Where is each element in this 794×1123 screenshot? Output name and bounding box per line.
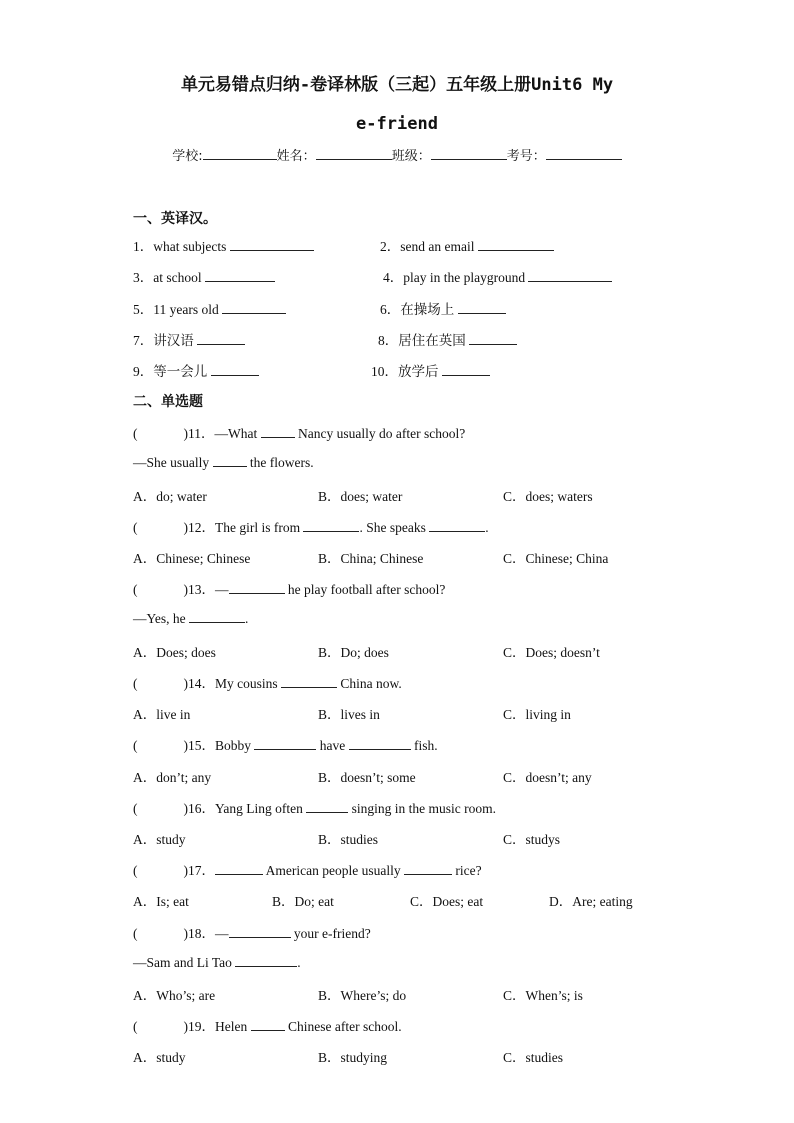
answer-blank[interactable] bbox=[261, 424, 295, 438]
name-label: 姓名： bbox=[276, 149, 316, 164]
q12-option-b[interactable]: B．China; Chinese bbox=[318, 551, 424, 566]
q12-option-a[interactable]: A．Chinese; Chinese bbox=[133, 551, 251, 566]
class-field[interactable] bbox=[431, 146, 507, 160]
q14-option-a[interactable]: A．live in bbox=[133, 707, 191, 722]
item-7: 7．讲汉语 bbox=[133, 329, 245, 349]
item-3: 3．at school bbox=[133, 266, 275, 286]
exam-no-field[interactable] bbox=[546, 146, 622, 160]
item-5: 5．11 years old bbox=[133, 298, 286, 318]
answer-blank[interactable] bbox=[189, 609, 245, 623]
question-18-line2: —Sam and Li Tao . bbox=[133, 955, 301, 970]
q16-option-b[interactable]: B．studies bbox=[318, 832, 379, 847]
answer-blank[interactable] bbox=[281, 674, 337, 688]
item-9: 9．等一会儿 bbox=[133, 360, 259, 380]
page-title: 单元易错点归纳-卷译林版（三起）五年级上册Unit6 My bbox=[180, 75, 614, 95]
section-1-title: 一、英译汉。 bbox=[133, 211, 217, 227]
q16-option-c[interactable]: C．studys bbox=[503, 832, 561, 847]
q18-option-c[interactable]: C．When’s; is bbox=[503, 988, 583, 1003]
answer-blank[interactable] bbox=[478, 237, 554, 251]
answer-blank[interactable] bbox=[235, 953, 297, 967]
page-title-cont: e-friend bbox=[356, 114, 438, 134]
q17-option-a[interactable]: A．Is; eat bbox=[133, 894, 189, 909]
class-label: 班级： bbox=[391, 149, 431, 164]
q14-option-b[interactable]: B．lives in bbox=[318, 707, 380, 722]
q17-option-d[interactable]: D．Are; eating bbox=[549, 894, 633, 909]
answer-blank[interactable] bbox=[458, 300, 506, 314]
q11-option-a[interactable]: A．do; water bbox=[133, 489, 207, 504]
answer-blank[interactable] bbox=[429, 518, 485, 532]
q15-option-b[interactable]: B．doesn’t; some bbox=[318, 770, 416, 785]
q11-option-c[interactable]: C．does; waters bbox=[503, 489, 593, 504]
answer-blank[interactable] bbox=[306, 799, 348, 813]
name-field[interactable] bbox=[316, 146, 392, 160]
answer-blank[interactable] bbox=[404, 861, 452, 875]
question-15: ( )15．Bobby have fish. bbox=[133, 738, 438, 753]
q19-option-a[interactable]: A．study bbox=[133, 1050, 186, 1065]
question-14: ( )14．My cousins China now. bbox=[133, 676, 402, 691]
answer-blank[interactable] bbox=[229, 580, 285, 594]
item-1: 1．what subjects bbox=[133, 235, 314, 255]
exam-no-label: 考号： bbox=[506, 149, 546, 164]
question-17: ( )17． American people usually rice? bbox=[133, 863, 482, 878]
student-info-row bbox=[0, 145, 794, 164]
q17-option-b[interactable]: B．Do; eat bbox=[272, 894, 334, 909]
question-16: ( )16．Yang Ling often singing in the music room. bbox=[133, 801, 497, 816]
answer-blank[interactable] bbox=[222, 300, 286, 314]
q15-option-c[interactable]: C．doesn’t; any bbox=[503, 770, 592, 785]
q16-option-a[interactable]: A．study bbox=[133, 832, 186, 847]
section-2-title: 二、单选题 bbox=[133, 394, 203, 410]
answer-blank[interactable] bbox=[230, 237, 314, 251]
q12-option-c[interactable]: C．Chinese; China bbox=[503, 551, 609, 566]
item-8: 8．居住在英国 bbox=[378, 329, 517, 349]
q18-option-a[interactable]: A．Who’s; are bbox=[133, 988, 216, 1003]
answer-blank[interactable] bbox=[469, 331, 517, 345]
question-11: ( )11．—What Nancy usually do after school? bbox=[133, 426, 466, 441]
answer-blank[interactable] bbox=[229, 924, 291, 938]
answer-blank[interactable] bbox=[442, 362, 490, 376]
question-19: ( )19．Helen Chinese after school. bbox=[133, 1019, 402, 1034]
q14-option-c[interactable]: C．living in bbox=[503, 707, 571, 722]
q13-option-a[interactable]: A．Does; does bbox=[133, 645, 216, 660]
q13-option-b[interactable]: B．Do; does bbox=[318, 645, 389, 660]
answer-blank[interactable] bbox=[528, 268, 612, 282]
question-11-line2: —She usually the flowers. bbox=[133, 455, 314, 470]
answer-blank[interactable] bbox=[205, 268, 275, 282]
q19-option-c[interactable]: C．studies bbox=[503, 1050, 564, 1065]
school-label: 学校: bbox=[172, 149, 203, 164]
question-12: ( )12．The girl is from . She speaks . bbox=[133, 520, 489, 535]
answer-blank[interactable] bbox=[349, 736, 411, 750]
item-2: 2．send an email bbox=[380, 235, 554, 255]
item-6: 6．在操场上 bbox=[380, 298, 506, 318]
q17-option-c[interactable]: C．Does; eat bbox=[410, 894, 484, 909]
q15-option-a[interactable]: A．don’t; any bbox=[133, 770, 212, 785]
q19-option-b[interactable]: B．studying bbox=[318, 1050, 388, 1065]
answer-blank[interactable] bbox=[211, 362, 259, 376]
question-18: ( )18．— your e-friend? bbox=[133, 926, 371, 941]
q18-option-b[interactable]: B．Where’s; do bbox=[318, 988, 407, 1003]
item-10: 10．放学后 bbox=[371, 360, 490, 380]
answer-blank[interactable] bbox=[213, 453, 247, 467]
answer-blank[interactable] bbox=[197, 331, 245, 345]
item-4: 4．play in the playground bbox=[383, 266, 612, 286]
question-13-line2: —Yes, he . bbox=[133, 611, 249, 626]
q13-option-c[interactable]: C．Does; doesn’t bbox=[503, 645, 600, 660]
answer-blank[interactable] bbox=[251, 1017, 285, 1031]
q11-option-b[interactable]: B．does; water bbox=[318, 489, 403, 504]
school-field[interactable] bbox=[203, 146, 277, 160]
question-13: ( )13．— he play football after school? bbox=[133, 582, 446, 597]
answer-blank[interactable] bbox=[215, 861, 263, 875]
answer-blank[interactable] bbox=[254, 736, 316, 750]
answer-blank[interactable] bbox=[303, 518, 359, 532]
